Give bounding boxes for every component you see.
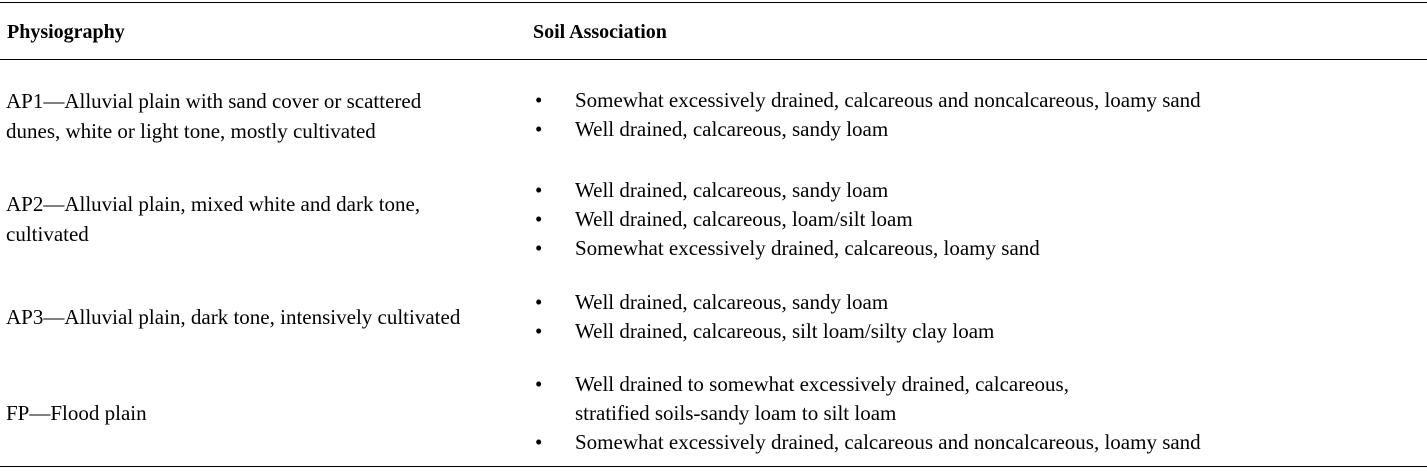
soil-list-ap3: [535, 288, 994, 346]
soil-list-ap1: [535, 86, 1201, 144]
soil-list-ap2: [535, 176, 1040, 263]
soil-item: • Well drained, calcareous, sandy loam: [535, 288, 994, 317]
soil-item: • Well drained, calcareous, sandy loam: [535, 176, 1040, 205]
table-top-rule: [0, 2, 1427, 3]
table-bottom-rule: [0, 466, 1427, 467]
physiography-ap2: [6, 189, 526, 249]
physiography-line: FP—Flood plain: [6, 401, 147, 425]
physiography-line: cultivated: [6, 222, 89, 246]
header-physiography: Physiography: [7, 21, 125, 43]
soil-item-continuation-text: stratified soils-sandy loam to silt loam: [575, 401, 897, 425]
physiography-line: AP2—Alluvial plain, mixed white and dark tone,: [6, 192, 421, 216]
physiography-line: dunes, white or light tone, mostly cultivated: [6, 119, 376, 143]
physiography-ap3: [6, 302, 526, 332]
soil-item: • Well drained, calcareous, sandy loam: [535, 115, 1201, 144]
physiography-line: AP1—Alluvial plain with sand cover or scattered: [6, 89, 422, 113]
soil-item: • Somewhat excessively drained, calcareous and noncalcareous, loamy sand: [535, 86, 1201, 115]
soil-item: • Well drained, calcareous, loam/silt loam: [535, 205, 1040, 234]
soil-item: • Somewhat excessively drained, calcareous and noncalcareous, loamy sand: [535, 428, 1201, 457]
soil-list-fp: [535, 370, 1201, 457]
table-header-rule: [0, 59, 1427, 60]
soil-item-continuation: [535, 399, 1201, 428]
soil-item: • Somewhat excessively drained, calcareous, loamy sand: [535, 234, 1040, 263]
physiography-fp: [6, 398, 526, 428]
soil-item: • Well drained, calcareous, silt loam/silty clay loam: [535, 317, 994, 346]
soil-item: • Well drained to somewhat excessively drained, calcareous,: [535, 370, 1201, 399]
header-soil-association: Soil Association: [533, 21, 667, 43]
physiography-ap1: [6, 86, 526, 146]
physiography-line: AP3—Alluvial plain, dark tone, intensively cultivated: [6, 305, 461, 329]
